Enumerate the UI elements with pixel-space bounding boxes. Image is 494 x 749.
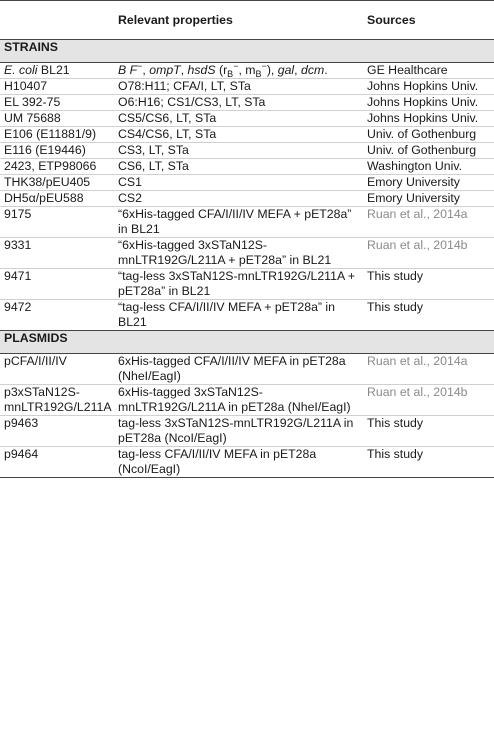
row-name: p9463: [0, 416, 114, 447]
row-name: pCFA/I/II/IV: [0, 354, 114, 385]
row-source: Univ. of Gothenburg: [363, 143, 494, 159]
table-body: [0, 40, 494, 478]
row-source: Johns Hopkins Univ.: [363, 79, 494, 95]
row-source: GE Healthcare: [363, 63, 494, 79]
row-properties: CS3, LT, STa: [114, 143, 363, 159]
row-properties: tag-less CFA/I/II/IV MEFA in pET28a (NcoI/EagI): [114, 447, 363, 478]
row-source: Ruan et al., 2014a: [363, 354, 494, 385]
row-properties: “tag-less 3xSTaN12S-mnLTR192G/L211A + pET28a” in BL21: [114, 269, 363, 300]
row-properties: 6xHis-tagged CFA/I/II/IV MEFA in pET28a (NheI/EagI): [114, 354, 363, 385]
row-source: Johns Hopkins Univ.: [363, 111, 494, 127]
row-properties: “tag-less CFA/I/II/IV MEFA + pET28a” in BL21: [114, 300, 363, 331]
row-properties: 6xHis-tagged 3xSTaN12S-mnLTR192G/L211A in pET28a (NheI/EagI): [114, 385, 363, 416]
section-strains: [0, 40, 494, 63]
row-name: DH5α/pEU588: [0, 191, 114, 207]
table-row: [0, 447, 494, 478]
header-sources: Sources: [367, 12, 416, 27]
row-properties: CS6, LT, STa: [114, 159, 363, 175]
row-properties: B F−, ompT, hsdS ($r_B^-$, $m_B^-$), gal, dcm.: [114, 63, 363, 79]
section-title: STRAINS: [0, 40, 494, 63]
header-name: [0, 1, 114, 40]
row-name: H10407: [0, 79, 114, 95]
table-row: [0, 127, 494, 143]
row-name: E106 (E11881/9): [0, 127, 114, 143]
row-name: 9331: [0, 238, 114, 269]
row-name: p9464: [0, 447, 114, 478]
row-name: E. coli BL21: [0, 63, 114, 79]
row-properties: “6xHis-tagged 3xSTaN12S-mnLTR192G/L211A + pET28a” in BL21: [114, 238, 363, 269]
row-name: E116 (E19446): [0, 143, 114, 159]
table-row: [0, 269, 494, 300]
row-source: Johns Hopkins Univ.: [363, 95, 494, 111]
row-source: This study: [363, 300, 494, 331]
table-header: [0, 1, 494, 40]
table-row: [0, 416, 494, 447]
section-title: PLASMIDS: [0, 331, 494, 354]
row-properties: tag-less 3xSTaN12S-mnLTR192G/L211A in pET28a (NcoI/EagI): [114, 416, 363, 447]
table-row: [0, 111, 494, 127]
row-properties: CS4/CS6, LT, STa: [114, 127, 363, 143]
table-row: [0, 95, 494, 111]
table-row: [0, 300, 494, 331]
row-name: 9471: [0, 269, 114, 300]
row-source: Ruan et al., 2014b: [363, 238, 494, 269]
table-row: [0, 175, 494, 191]
row-properties: “6xHis-tagged CFA/I/II/IV MEFA + pET28a” in BL21: [114, 207, 363, 238]
table-row: [0, 79, 494, 95]
row-name: THK38/pEU405: [0, 175, 114, 191]
table-row: [0, 207, 494, 238]
row-properties: O6:H16; CS1/CS3, LT, STa: [114, 95, 363, 111]
row-source: Washington Univ.: [363, 159, 494, 175]
row-properties: CS5/CS6, LT, STa: [114, 111, 363, 127]
row-source: This study: [363, 447, 494, 478]
table-row: [0, 143, 494, 159]
row-name: 9472: [0, 300, 114, 331]
row-source: Univ. of Gothenburg: [363, 127, 494, 143]
table-row: [0, 385, 494, 416]
row-source: Ruan et al., 2014b: [363, 385, 494, 416]
row-properties: O78:H11; CFA/I, LT, STa: [114, 79, 363, 95]
row-source: Emory University: [363, 191, 494, 207]
table-row: [0, 238, 494, 269]
row-name: 2423, ETP98066: [0, 159, 114, 175]
row-properties: CS1: [114, 175, 363, 191]
table-row: [0, 191, 494, 207]
row-name: UM 75688: [0, 111, 114, 127]
row-name: p3xSTaN12S-mnLTR192G/L211A: [0, 385, 114, 416]
row-source: This study: [363, 269, 494, 300]
header-properties: Relevant properties: [118, 12, 233, 27]
row-name: 9175: [0, 207, 114, 238]
table-row: [0, 354, 494, 385]
row-name: EL 392-75: [0, 95, 114, 111]
section-plasmids: [0, 331, 494, 354]
table-row: [0, 159, 494, 175]
table-row: [0, 63, 494, 79]
row-source: This study: [363, 416, 494, 447]
row-source: Ruan et al., 2014a: [363, 207, 494, 238]
row-properties: CS2: [114, 191, 363, 207]
row-source: Emory University: [363, 175, 494, 191]
